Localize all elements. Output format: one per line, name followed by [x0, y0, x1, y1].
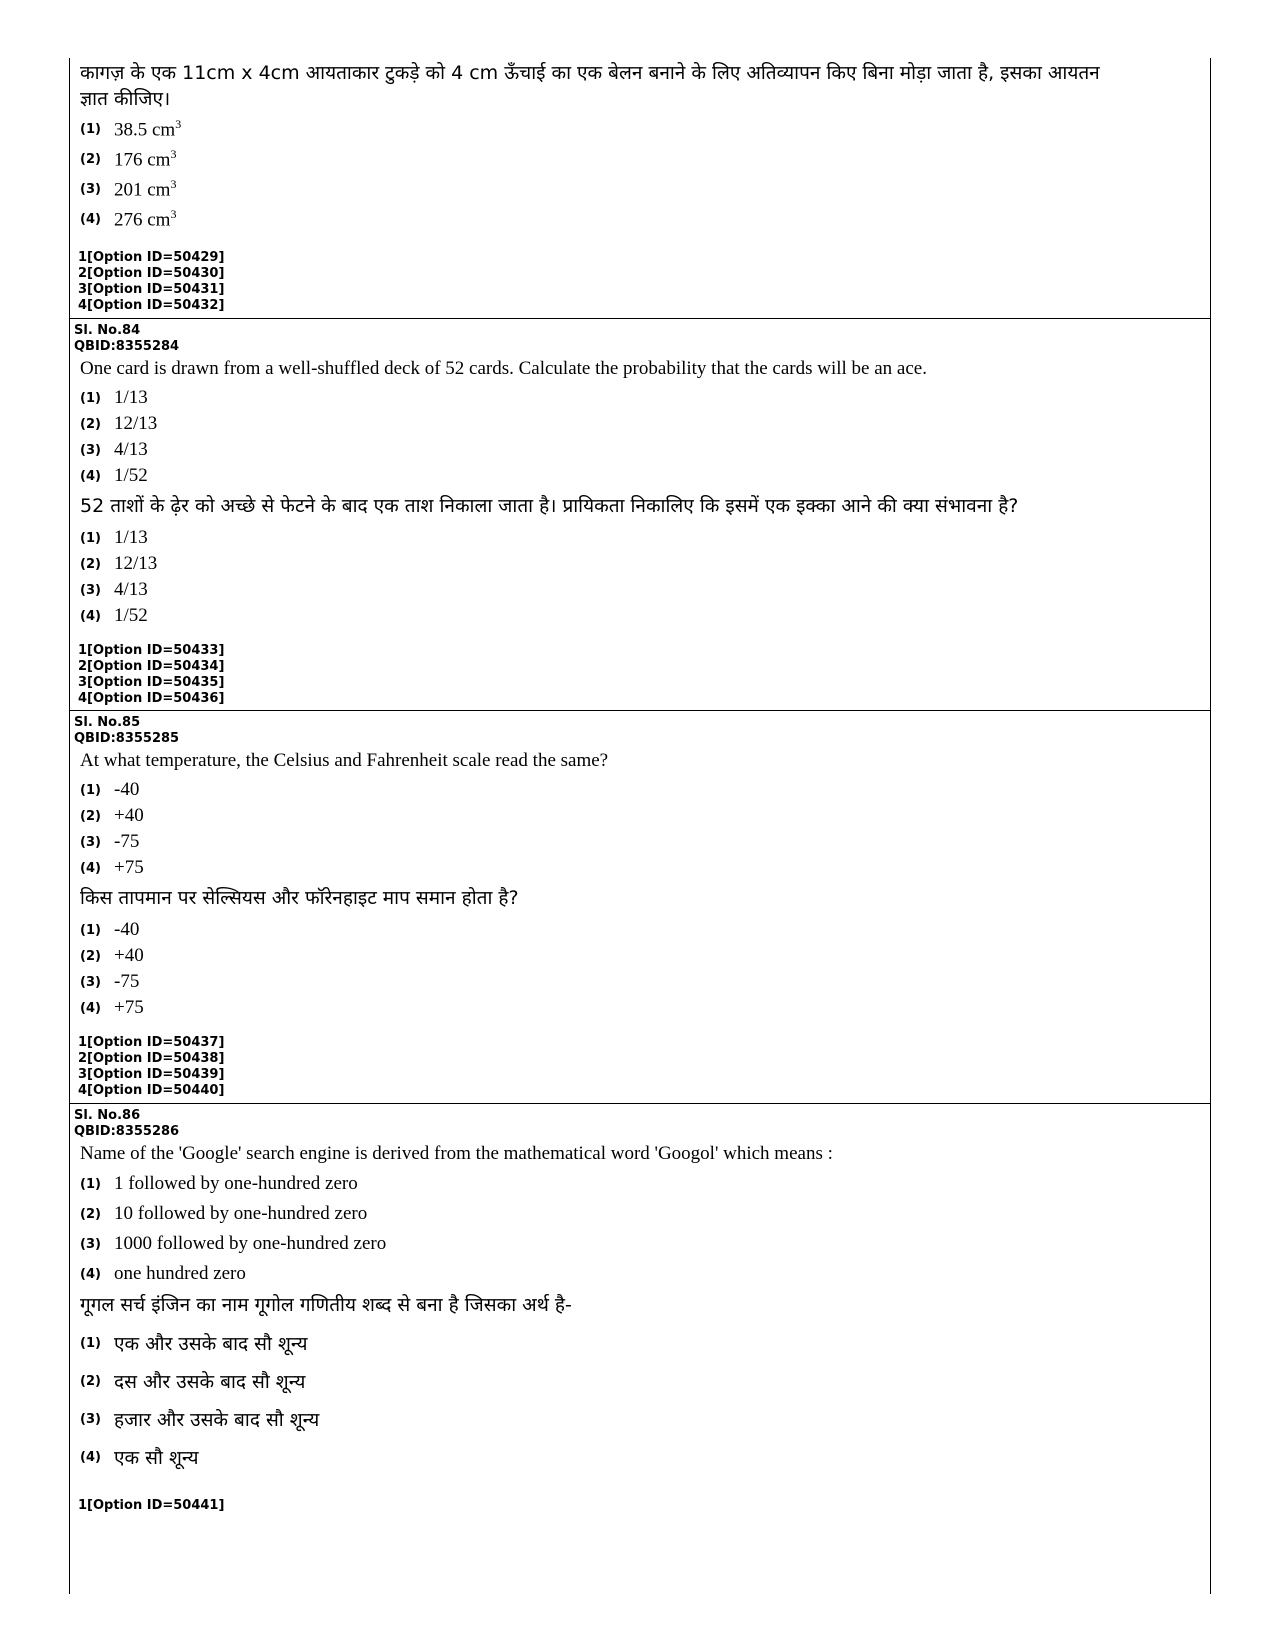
superscript: 3	[170, 146, 177, 161]
option-number: (4)	[80, 468, 101, 484]
question-86-option-hi-4	[80, 1442, 199, 1472]
option-value: +75	[114, 997, 144, 1018]
option-number: (3)	[80, 181, 101, 197]
option-value: 4/13	[114, 439, 148, 460]
serial-number: Sl. No.84	[74, 323, 141, 338]
superscript: 3	[170, 206, 177, 221]
question-86-option-en-4	[80, 1261, 246, 1287]
question-85-option-hi-1	[80, 917, 139, 943]
question-83-block	[70, 58, 1210, 318]
option-id: 4[Option ID=50432]	[78, 298, 225, 313]
question-85-meta	[70, 715, 179, 747]
option-value: 10 followed by one-hundred zero	[114, 1203, 368, 1224]
question-paper-page	[69, 58, 1211, 1594]
option-value: 12/13	[114, 553, 158, 574]
question-85-option-en-4	[80, 855, 144, 881]
option-id: 4[Option ID=50436]	[78, 691, 225, 706]
question-83-hindi-text-line2: ज्ञात कीजिए।	[80, 88, 171, 110]
option-value: 1/13	[114, 387, 148, 408]
question-86-option-hi-1	[80, 1328, 308, 1358]
option-number: (4)	[80, 1000, 101, 1016]
option-number: (3)	[80, 1236, 101, 1252]
question-85-option-ids	[74, 1035, 224, 1099]
option-number: (4)	[80, 1449, 101, 1465]
question-85-english-text: At what temperature, the Celsius and Fahrenheit scale read the same?	[80, 750, 609, 771]
question-85-option-hi-2	[80, 943, 144, 969]
option-value	[114, 207, 176, 231]
option-value: -40	[114, 919, 140, 940]
option-value-text: 276 cm	[114, 209, 171, 231]
option-number: (1)	[80, 922, 101, 938]
option-id: 1[Option ID=50429]	[78, 250, 225, 265]
question-85-option-hi-4	[80, 995, 144, 1021]
question-83-option-4	[80, 206, 176, 232]
option-number: (1)	[80, 1176, 101, 1192]
option-number: (2)	[80, 1373, 101, 1389]
superscript: 3	[175, 116, 182, 131]
option-value: -75	[114, 971, 140, 992]
question-84-option-en-4	[80, 463, 148, 489]
option-value: 1/52	[114, 465, 148, 486]
question-84-option-hi-4	[80, 603, 148, 629]
question-83-option-1	[80, 116, 181, 142]
option-value-text: 38.5 cm	[114, 119, 176, 141]
qbid: QBID:8355284	[74, 339, 180, 354]
option-number: (2)	[80, 416, 101, 432]
option-id: 1[Option ID=50433]	[78, 643, 225, 658]
question-84-option-hi-3	[80, 577, 148, 603]
option-value: -40	[114, 779, 140, 800]
option-value	[114, 147, 176, 171]
option-number: (3)	[80, 442, 101, 458]
option-value: 1000 followed by one-hundred zero	[114, 1233, 387, 1254]
option-number: (4)	[80, 860, 101, 876]
question-84-meta	[70, 323, 179, 355]
option-number: (1)	[80, 782, 101, 798]
option-id: 3[Option ID=50439]	[78, 1067, 225, 1082]
option-id: 3[Option ID=50435]	[78, 675, 225, 690]
option-id: 4[Option ID=50440]	[78, 1083, 225, 1098]
question-86-english-text: Name of the 'Google' search engine is derived from the mathematical word 'Googol' which means :	[80, 1143, 833, 1164]
question-83-option-ids	[74, 250, 224, 314]
option-value: 4/13	[114, 579, 148, 600]
option-number: (3)	[80, 974, 101, 990]
question-86-hindi-text: गूगल सर्च इंजिन का नाम गूगोल गणितीय शब्द से बना है जिसका अर्थ है-	[80, 1294, 572, 1316]
question-85-option-en-3	[80, 829, 139, 855]
question-86-option-en-2	[80, 1201, 367, 1227]
option-value: +40	[114, 805, 144, 826]
question-86-option-ids	[74, 1498, 224, 1514]
option-number: (3)	[80, 582, 101, 598]
option-id: 2[Option ID=50430]	[78, 266, 225, 281]
option-value-text: 176 cm	[114, 149, 171, 171]
option-number: (4)	[80, 211, 101, 227]
qbid: QBID:8355286	[74, 1124, 180, 1139]
option-number: (1)	[80, 530, 101, 546]
option-value	[114, 177, 176, 201]
serial-number: Sl. No.86	[74, 1108, 141, 1123]
question-84-option-en-1	[80, 385, 148, 411]
option-value: 12/13	[114, 413, 158, 434]
question-86-option-hi-3	[80, 1404, 319, 1434]
question-84-hindi-text: 52 ताशों के ढ़ेर को अच्छे से फेटने के बाद एक ताश निकाला जाता है। प्रायिकता निकालिए कि इसमें एक इक्का आने की क्या संभावना है?	[80, 495, 1019, 517]
option-value	[114, 117, 181, 141]
question-85-option-en-1	[80, 777, 139, 803]
question-84-option-en-3	[80, 437, 148, 463]
question-86-option-hi-2	[80, 1366, 305, 1396]
option-value: हजार और उसके बाद सौ शून्य	[114, 1409, 320, 1431]
option-number: (2)	[80, 151, 101, 167]
option-number: (1)	[80, 121, 101, 137]
option-value: दस और उसके बाद सौ शून्य	[114, 1371, 306, 1393]
option-value: -75	[114, 831, 140, 852]
option-number: (3)	[80, 1411, 101, 1427]
option-value-text: 201 cm	[114, 179, 171, 201]
question-84-option-ids	[74, 643, 224, 707]
qbid: QBID:8355285	[74, 731, 180, 746]
question-86-option-en-1	[80, 1171, 358, 1197]
question-85-option-hi-3	[80, 969, 139, 995]
question-85-option-en-2	[80, 803, 144, 829]
question-86-option-en-3	[80, 1231, 386, 1257]
option-value: +40	[114, 945, 144, 966]
option-value: 1/52	[114, 605, 148, 626]
option-id: 1[Option ID=50441]	[78, 1498, 225, 1513]
superscript: 3	[170, 176, 177, 191]
option-value: एक सौ शून्य	[114, 1447, 199, 1469]
option-value: +75	[114, 857, 144, 878]
option-id: 1[Option ID=50437]	[78, 1035, 225, 1050]
question-84-option-hi-2	[80, 551, 157, 577]
option-number: (2)	[80, 1206, 101, 1222]
question-84-block	[70, 318, 1210, 711]
question-85-block	[70, 710, 1210, 1104]
option-number: (4)	[80, 1266, 101, 1282]
option-number: (1)	[80, 1335, 101, 1351]
question-83-hindi-text-line1: कागज़ के एक 11cm x 4cm आयताकार टुकड़े को 4 cm ऊँचाई का एक बेलन बनाने के लिए अतिव्यापन किए बिना मोड़ा जाता है, इसका आयतन	[80, 62, 1100, 84]
option-number: (2)	[80, 808, 101, 824]
option-value: 1 followed by one-hundred zero	[114, 1173, 358, 1194]
serial-number: Sl. No.85	[74, 715, 141, 730]
question-84-option-en-2	[80, 411, 157, 437]
option-value: एक और उसके बाद सौ शून्य	[114, 1333, 308, 1355]
option-id: 3[Option ID=50431]	[78, 282, 225, 297]
question-85-hindi-text: किस तापमान पर सेल्सियस और फॉरेनहाइट माप समान होता है?	[80, 887, 519, 909]
option-id: 2[Option ID=50434]	[78, 659, 225, 674]
question-84-english-text: One card is drawn from a well-shuffled deck of 52 cards. Calculate the probability that the cards will be an ace.	[80, 358, 927, 379]
question-84-option-hi-1	[80, 525, 148, 551]
option-number: (4)	[80, 608, 101, 624]
option-number: (3)	[80, 834, 101, 850]
question-86-meta	[70, 1108, 179, 1140]
option-number: (2)	[80, 556, 101, 572]
question-83-option-2	[80, 146, 176, 172]
question-83-option-3	[80, 176, 176, 202]
option-value: one hundred zero	[114, 1263, 246, 1284]
option-id: 2[Option ID=50438]	[78, 1051, 225, 1066]
question-86-block	[70, 1103, 1210, 1595]
option-number: (2)	[80, 948, 101, 964]
option-value: 1/13	[114, 527, 148, 548]
option-number: (1)	[80, 390, 101, 406]
